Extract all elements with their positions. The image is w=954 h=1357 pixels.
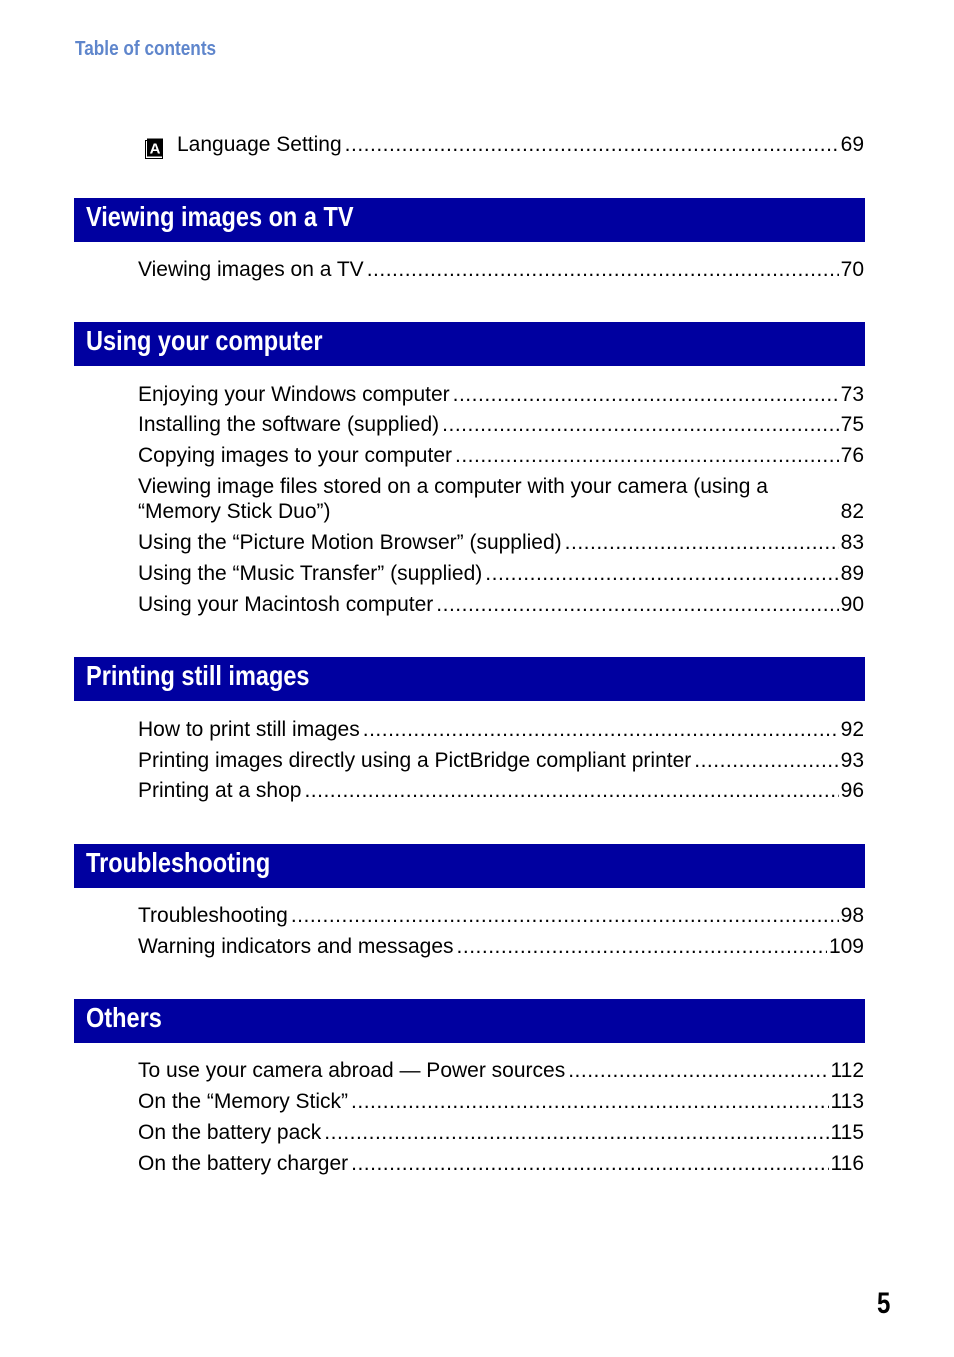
toc-entry[interactable] (138, 775, 864, 806)
toc-entry[interactable] (138, 409, 864, 440)
entry-title: Warning indicators and messages (138, 935, 454, 958)
entry-page: 109 (828, 935, 864, 958)
entry-title: Printing at a shop (138, 779, 302, 802)
entry-title: On the “Memory Stick” (138, 1090, 349, 1113)
toc-entry[interactable] (138, 931, 864, 962)
entry-page: 70 (840, 258, 864, 281)
toc-entry[interactable] (138, 558, 864, 589)
entry-page: 83 (840, 531, 864, 554)
toc-entry[interactable] (138, 440, 864, 471)
dot-leader (345, 129, 839, 160)
toc-entry[interactable] (138, 1148, 864, 1179)
section-header-using-your-computer (74, 322, 865, 366)
entry-title: Using the “Picture Motion Browser” (supplied) (138, 531, 562, 554)
section-title: Printing still images (86, 660, 310, 691)
entry-title: Troubleshooting (138, 904, 288, 927)
entry-title: On the battery pack (138, 1121, 322, 1144)
dot-leader (304, 775, 838, 806)
entry-title: Copying images to your computer (138, 444, 452, 467)
dot-leader (351, 1086, 828, 1117)
toc-entry[interactable] (138, 1086, 864, 1117)
dot-leader (457, 931, 827, 962)
section-header-printing-still-images (74, 657, 865, 701)
dot-leader (291, 900, 839, 931)
dot-leader (568, 1055, 828, 1086)
entry-page: 116 (830, 1152, 864, 1175)
toc-entry[interactable] (138, 527, 864, 558)
entry-title-line1: Viewing image files stored on a computer with your camera (using a (138, 475, 768, 498)
section-header-troubleshooting (74, 844, 865, 888)
entry-page: 82 (840, 500, 864, 523)
toc-entry-language-setting[interactable] (177, 129, 864, 160)
entry-page: 89 (840, 562, 864, 585)
table-of-contents-link[interactable]: Table of contents (75, 38, 217, 60)
dot-leader (453, 379, 839, 410)
entry-title: Installing the software (supplied) (138, 413, 440, 436)
dot-leader (485, 558, 838, 589)
entry-title: Enjoying your Windows computer (138, 383, 450, 406)
entry-page: 98 (840, 904, 864, 927)
entry-page: 92 (840, 718, 864, 741)
dot-leader (367, 254, 839, 285)
dot-leader (442, 409, 838, 440)
language-setting-icon (145, 138, 163, 159)
section-title: Using your computer (86, 325, 323, 356)
dot-leader (436, 589, 838, 620)
entry-title: Using your Macintosh computer (138, 593, 434, 616)
entry-title-line2: “Memory Stick Duo”) (138, 500, 331, 523)
entry-page: 75 (840, 413, 864, 436)
entry-title: To use your camera abroad — Power sources (138, 1059, 566, 1082)
entry-page: 69 (840, 133, 864, 156)
entry-title: Using the “Music Transfer” (supplied) (138, 562, 483, 585)
toc-entry[interactable] (138, 379, 864, 410)
dot-leader (363, 714, 839, 745)
entry-page: 90 (840, 593, 864, 616)
section-title: Troubleshooting (86, 847, 271, 878)
toc-entry-multiline[interactable] (138, 474, 864, 524)
toc-entry[interactable] (138, 1117, 864, 1148)
entry-title: On the battery charger (138, 1152, 349, 1175)
toc-entry[interactable] (138, 589, 864, 620)
entry-page: 73 (840, 383, 864, 406)
section-title: Viewing images on a TV (86, 201, 354, 232)
toc-entry[interactable] (138, 900, 864, 931)
entry-line2 (138, 499, 864, 524)
entry-page: 113 (830, 1090, 864, 1113)
entry-title: Printing images directly using a PictBridge compliant printer (138, 749, 692, 772)
dot-leader (565, 527, 839, 558)
entry-page: 112 (830, 1059, 864, 1082)
entry-page: 76 (840, 444, 864, 467)
dot-leader (351, 1148, 828, 1179)
dot-leader (324, 1117, 828, 1148)
page-number: 5 (877, 1287, 891, 1320)
dot-leader (694, 745, 838, 776)
toc-entry[interactable] (138, 254, 864, 285)
entry-title: Viewing images on a TV (138, 258, 364, 281)
toc-entry[interactable] (138, 745, 864, 776)
section-header-viewing-images-on-tv (74, 198, 865, 242)
entry-page: 96 (840, 779, 864, 802)
entry-page: 93 (840, 749, 864, 772)
entry-title: Language Setting (177, 133, 342, 156)
section-title: Others (86, 1002, 162, 1033)
entry-title: How to print still images (138, 718, 360, 741)
dot-leader (455, 440, 839, 471)
toc-entry[interactable] (138, 714, 864, 745)
svg-text:A: A (149, 140, 161, 158)
section-header-others (74, 999, 865, 1043)
toc-entry[interactable] (138, 1055, 864, 1086)
entry-page: 115 (830, 1121, 864, 1144)
